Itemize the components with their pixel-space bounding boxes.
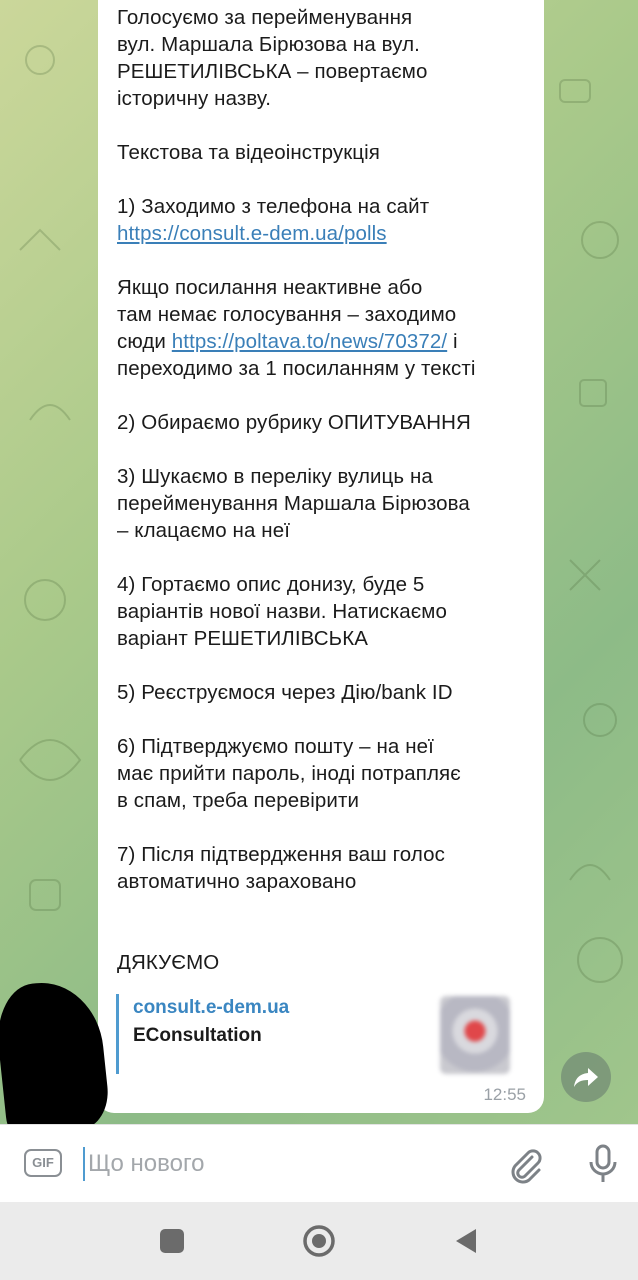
- message-line: РЕШЕТИЛІВСЬКА – повертаємо: [117, 60, 428, 83]
- message-line: 5) Реєструємося через Дію/bank ID: [117, 681, 453, 704]
- message-line-blank: [117, 652, 526, 679]
- message-line: автоматично зараховано: [117, 870, 357, 893]
- message-line: варіантів нової назви. Натискаємо: [117, 600, 447, 623]
- message-line-blank: [117, 382, 526, 409]
- square-icon[interactable]: [160, 1229, 184, 1253]
- message-line-blank: [117, 166, 526, 193]
- message-line-blank: [117, 247, 526, 274]
- message-line: історичну назву.: [117, 87, 271, 110]
- gif-icon[interactable]: GIF: [24, 1149, 62, 1177]
- message-line: Текстова та відеоінструкція: [117, 141, 381, 164]
- message-line: там немає голосування – заходимо: [117, 303, 457, 326]
- redaction-mark: [0, 977, 112, 1137]
- message-line-blank: [117, 436, 526, 463]
- message-line: варіант РЕШЕТИЛІВСЬКА: [117, 627, 369, 650]
- message-input[interactable]: [88, 1145, 468, 1183]
- message-line-with-link: [117, 328, 526, 355]
- news-link[interactable]: https://poltava.to/news/70372/: [171, 330, 448, 353]
- message-line: має прийти пароль, іноді потрапляє: [117, 762, 461, 785]
- message-line-blank: [117, 895, 526, 922]
- link-preview[interactable]: [116, 994, 526, 1074]
- home-circle-icon[interactable]: [302, 1224, 336, 1258]
- preview-thumbnail[interactable]: [440, 996, 510, 1074]
- preview-title: EConsultation: [133, 1025, 262, 1046]
- message-line: вул. Маршала Бірюзова на вул.: [117, 33, 420, 56]
- text-caret: [83, 1147, 85, 1181]
- message-line: перейменування Маршала Бірюзова: [117, 492, 470, 515]
- message-line: – клацаємо на неї: [117, 519, 290, 542]
- message-input-bar: [0, 1124, 638, 1203]
- message-line: переходимо за 1 посиланням у тексті: [117, 357, 476, 380]
- message-line-blank: [117, 112, 526, 139]
- preview-site-name: consult.e-dem.ua: [133, 997, 290, 1018]
- here-prefix-text: сюди: [117, 330, 172, 353]
- message-time: 12:55: [483, 1085, 526, 1104]
- message-line-blank: [117, 544, 526, 571]
- message-line: 1) Заходимо з телефона на сайт: [117, 195, 430, 218]
- message-line: 6) Підтверджуємо пошту – на неї: [117, 735, 434, 758]
- message-line: 2) Обираємо рубрику ОПИТУВАННЯ: [117, 411, 471, 434]
- message-line-blank: [117, 814, 526, 841]
- message-line: в спам, треба перевірити: [117, 789, 359, 812]
- message-line: 7) Після підтвердження ваш голос: [117, 843, 445, 866]
- paperclip-icon[interactable]: [505, 1145, 545, 1185]
- here-suffix-text: і: [447, 330, 458, 353]
- message-line: 3) Шукаємо в переліку вулиць на: [117, 465, 433, 488]
- share-button[interactable]: [561, 1052, 611, 1102]
- polls-link[interactable]: https://consult.e-dem.ua/polls: [117, 222, 387, 245]
- system-navigation-bar: [0, 1202, 638, 1280]
- message-line: Якщо посилання неактивне або: [117, 276, 423, 299]
- message-line: Голосуємо за перейменування: [117, 6, 413, 29]
- message-line: ДЯКУЄМО: [117, 951, 220, 974]
- back-triangle-icon[interactable]: [452, 1226, 480, 1256]
- message-line-blank: [117, 922, 526, 949]
- message-line-blank: [117, 706, 526, 733]
- message-bubble[interactable]: [98, 0, 544, 1113]
- share-arrow-icon: [573, 1066, 599, 1088]
- message-line: 4) Гортаємо опис донизу, буде 5: [117, 573, 425, 596]
- microphone-icon[interactable]: [585, 1143, 621, 1185]
